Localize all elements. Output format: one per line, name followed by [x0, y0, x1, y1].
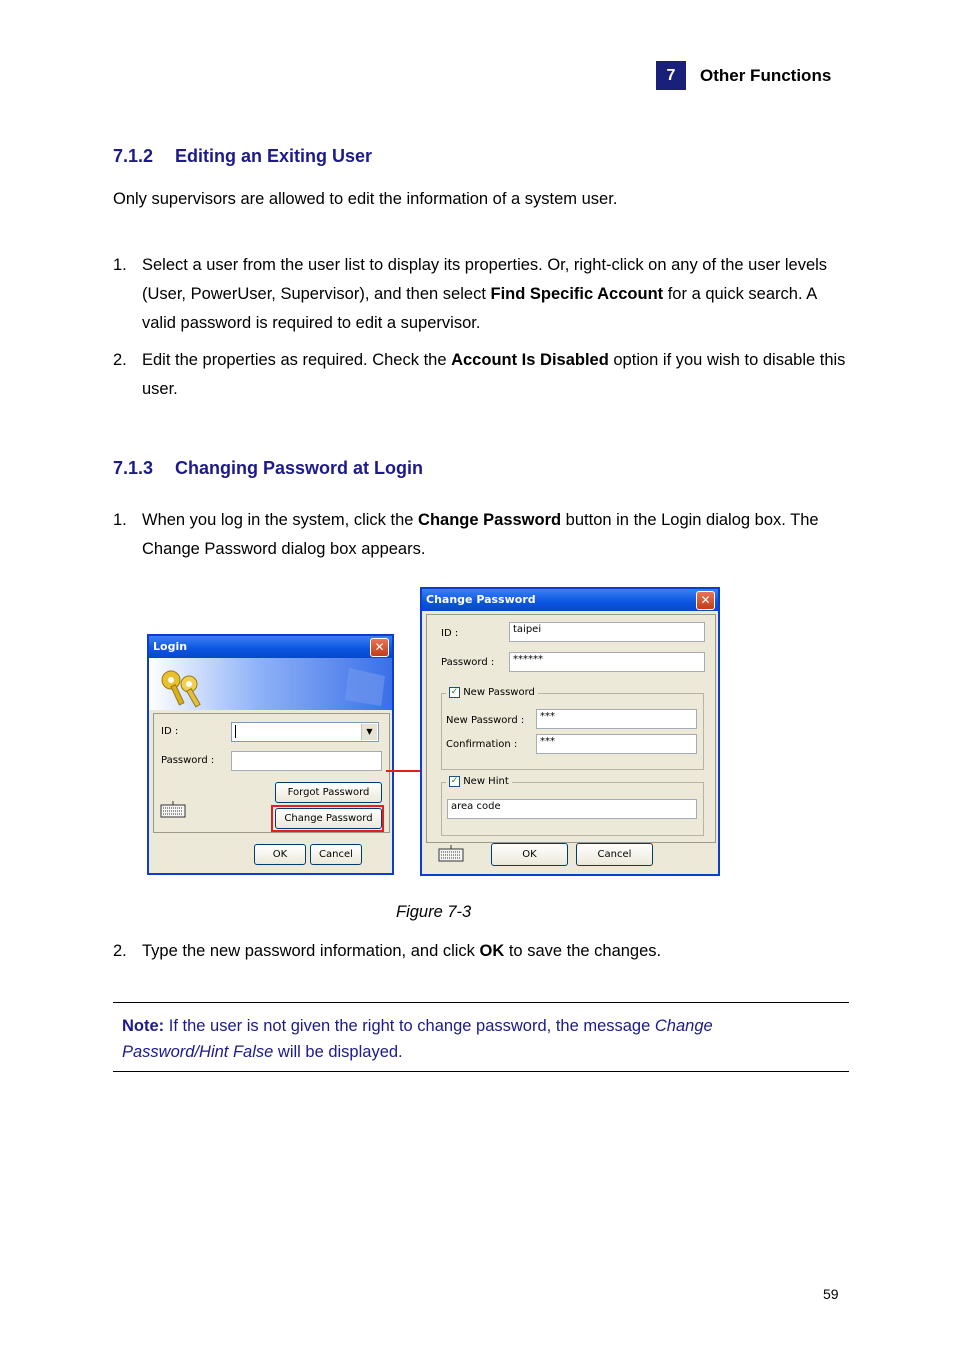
- list-number: 1.: [113, 511, 127, 529]
- note-body: will be displayed.: [273, 1043, 403, 1061]
- list-number: 1.: [113, 256, 127, 274]
- hint-field[interactable]: area code: [447, 799, 697, 819]
- bold-term: Find Specific Account: [490, 285, 664, 303]
- ok-button[interactable]: OK: [491, 843, 568, 866]
- change-password-title: Change Password: [426, 593, 536, 606]
- list-number: 2.: [113, 942, 127, 960]
- new-hint-group: [441, 776, 704, 836]
- section-title: Editing an Exiting User: [175, 146, 373, 166]
- section-number: 7.1.3: [113, 458, 154, 478]
- close-icon[interactable]: ✕: [370, 638, 389, 657]
- bold-term: Change Password: [418, 511, 562, 529]
- note-text: [122, 1013, 822, 1065]
- close-icon[interactable]: ✕: [696, 591, 715, 610]
- list-item: [113, 937, 853, 966]
- password-field[interactable]: ******: [509, 652, 705, 672]
- new-hint-checkbox[interactable]: ✓: [450, 776, 459, 786]
- change-password-panel: [426, 614, 716, 843]
- id-field[interactable]: taipei: [509, 622, 705, 642]
- login-titlebar: [149, 636, 392, 658]
- list-text: button in the Login dialog box. The Change Password dialog box appears.: [142, 511, 819, 558]
- list-text: When you log in the system, click the: [142, 511, 419, 529]
- list-text: Select a user from the user list to display its properties. Or, right-click on any of the user levels (User, PowerUser, Supervisor), and then select: [142, 256, 828, 303]
- new-password-field[interactable]: ***: [536, 709, 697, 729]
- confirmation-label: Confirmation :: [446, 739, 518, 750]
- keyboard-icon: [160, 800, 186, 818]
- chapter-title: Other Functions: [700, 66, 832, 85]
- new-password-label: New Password :: [446, 715, 525, 726]
- list-item: [113, 251, 853, 338]
- id-label: ID :: [441, 628, 459, 639]
- forgot-password-button[interactable]: Forgot Password: [275, 782, 382, 803]
- password-label: Password :: [441, 657, 495, 668]
- keys-icon: [149, 658, 392, 710]
- new-password-group-label: New Password: [463, 687, 535, 698]
- chevron-down-icon[interactable]: ▼: [361, 724, 377, 740]
- confirmation-field[interactable]: ***: [536, 734, 697, 754]
- login-dialog: [147, 634, 394, 875]
- note-label: Note:: [122, 1017, 165, 1035]
- cancel-button[interactable]: Cancel: [576, 843, 653, 866]
- cancel-button[interactable]: Cancel: [310, 844, 362, 865]
- new-password-checkbox[interactable]: ✓: [450, 687, 459, 697]
- new-hint-group-label: New Hint: [463, 776, 509, 787]
- new-password-group-header: [446, 687, 538, 701]
- chapter-number-badge: 7: [656, 61, 686, 90]
- section-intro: Only supervisors are allowed to edit the information of a system user.: [113, 190, 618, 208]
- login-panel: [153, 713, 390, 833]
- section-heading-712: [113, 146, 372, 167]
- login-title: Login: [153, 640, 188, 653]
- change-password-dialog: [420, 587, 720, 876]
- note-message: Change Password/Hint False: [122, 1017, 713, 1061]
- list-number: 2.: [113, 351, 127, 369]
- note-body: If the user is not given the right to change password, the message: [164, 1017, 655, 1035]
- bold-term: OK: [479, 942, 505, 960]
- list-text: Edit the properties as required. Check the: [142, 351, 452, 369]
- id-label: ID :: [161, 726, 179, 737]
- new-hint-group-header: [446, 776, 512, 790]
- ok-button[interactable]: OK: [254, 844, 306, 865]
- password-label: Password :: [161, 755, 215, 766]
- list-item: [113, 506, 853, 564]
- password-field[interactable]: [231, 751, 382, 771]
- change-password-button[interactable]: Change Password: [275, 808, 382, 829]
- change-password-titlebar: [422, 589, 718, 611]
- list-text: for a quick search. A valid password is required to edit a supervisor.: [142, 285, 817, 332]
- list-text: Type the new password information, and click: [142, 942, 480, 960]
- id-combobox[interactable]: [231, 722, 379, 742]
- bold-term: Account Is Disabled: [451, 351, 609, 369]
- keyboard-icon: [438, 844, 464, 862]
- new-password-group: [441, 687, 704, 770]
- note-box: [113, 1002, 849, 1072]
- login-banner: [149, 658, 392, 710]
- list-item: [113, 346, 853, 404]
- section-heading-713: [113, 458, 423, 479]
- figure-caption: Figure 7-3: [396, 903, 472, 921]
- list-text: option if you wish to disable this user.: [142, 351, 846, 398]
- page-number: 59: [823, 1286, 839, 1302]
- list-text: to save the changes.: [504, 942, 662, 960]
- section-number: 7.1.2: [113, 146, 154, 166]
- section-title: Changing Password at Login: [175, 458, 424, 478]
